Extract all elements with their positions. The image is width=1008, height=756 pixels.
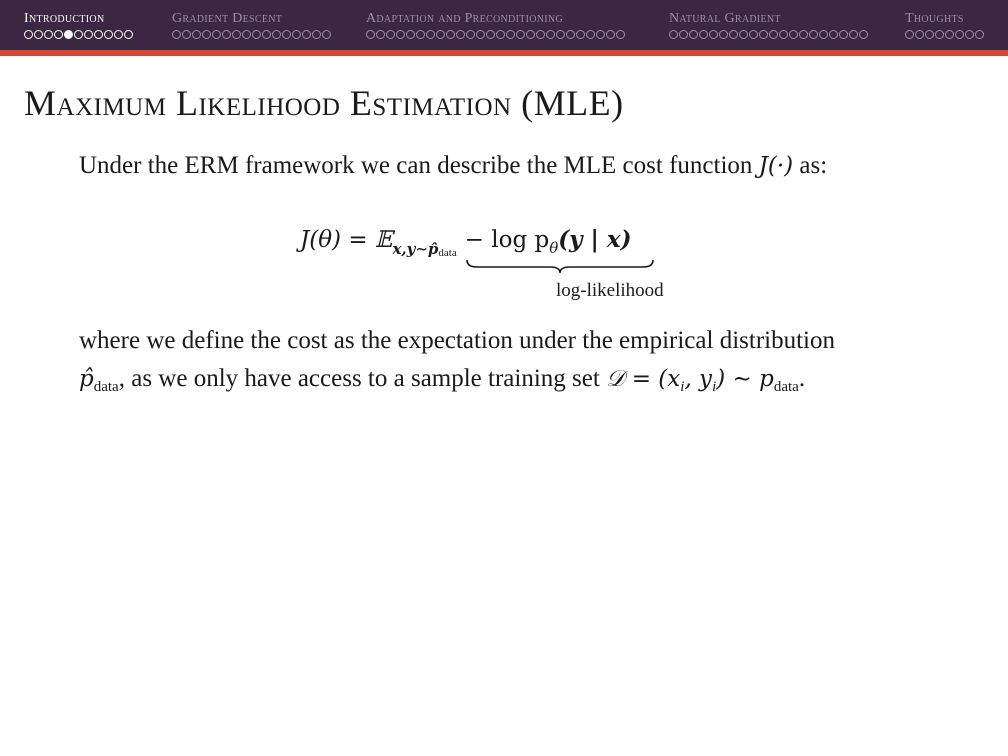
dataset-math-close: ) ∼ p <box>716 366 774 392</box>
slide-dot-icon[interactable] <box>596 30 605 39</box>
nav-section-dots <box>24 30 133 42</box>
slide-dot-icon[interactable] <box>456 30 465 39</box>
p-hat-sub: data <box>93 379 119 395</box>
equation-term-sub: θ <box>549 239 559 257</box>
slide-dot-icon[interactable] <box>789 30 798 39</box>
slide-dot-icon[interactable] <box>699 30 708 39</box>
accent-line <box>0 50 1008 56</box>
nav-section-3[interactable] <box>366 10 625 42</box>
slide-dot-icon[interactable] <box>819 30 828 39</box>
nav-section-label[interactable]: Introduction <box>24 11 105 26</box>
slide-dot-icon[interactable] <box>172 30 181 39</box>
slide-dot-icon[interactable] <box>536 30 545 39</box>
nav-section-dots <box>905 30 984 42</box>
equation-term: − log p <box>464 227 550 253</box>
slide-dot-icon[interactable] <box>516 30 525 39</box>
slide-dot-icon[interactable] <box>292 30 301 39</box>
intro-suffix: as: <box>799 152 828 179</box>
slide-dot-icon[interactable] <box>84 30 93 39</box>
slide-dot-icon[interactable] <box>94 30 103 39</box>
slide-dot-icon[interactable] <box>809 30 818 39</box>
slide-dot-icon[interactable] <box>739 30 748 39</box>
slide-dot-icon[interactable] <box>104 30 113 39</box>
slide-dot-icon[interactable] <box>496 30 505 39</box>
slide-dot-icon[interactable] <box>486 30 495 39</box>
nav-section-label[interactable]: Thoughts <box>905 11 964 26</box>
slide-dot-icon[interactable] <box>192 30 201 39</box>
slide-dot-icon[interactable] <box>322 30 331 39</box>
slide-dot-icon[interactable] <box>526 30 535 39</box>
slide-title: Maximum Likelihood Estimation (MLE) <box>24 83 624 123</box>
slide-dot-icon[interactable] <box>386 30 395 39</box>
nav-section-1[interactable] <box>24 10 133 42</box>
slide-dot-icon[interactable] <box>114 30 123 39</box>
slide-dot-icon[interactable] <box>476 30 485 39</box>
definition-line-1: where we define the cost as the expectation under the empirical distribution <box>79 327 835 354</box>
slide-dot-icon[interactable] <box>406 30 415 39</box>
slide-dot-icon[interactable] <box>749 30 758 39</box>
slide-dot-icon[interactable] <box>689 30 698 39</box>
slide-dot-icon[interactable] <box>729 30 738 39</box>
slide-dot-icon[interactable] <box>416 30 425 39</box>
nav-section-dots <box>669 30 868 42</box>
nav-section-2[interactable] <box>172 10 331 42</box>
mle-equation <box>300 224 631 259</box>
nav-section-label[interactable]: Natural Gradient <box>669 11 781 26</box>
slide-dot-icon[interactable] <box>202 30 211 39</box>
slide-dot-icon[interactable] <box>945 30 954 39</box>
slide-dot-icon[interactable] <box>302 30 311 39</box>
slide-dot-icon[interactable] <box>566 30 575 39</box>
equation-lhs-sub: x,y∼p̂ <box>392 240 439 258</box>
slide-dot-icon[interactable] <box>262 30 271 39</box>
slide-dot-icon[interactable] <box>282 30 291 39</box>
slide-dot-icon[interactable] <box>34 30 43 39</box>
slide-dot-icon[interactable] <box>252 30 261 39</box>
definition-mid-text: , as we only have access to a sample training set <box>118 365 600 392</box>
slide-dot-icon[interactable] <box>719 30 728 39</box>
slide-dot-icon[interactable] <box>446 30 455 39</box>
slide-dot-icon[interactable] <box>935 30 944 39</box>
slide-dot-icon[interactable] <box>366 30 375 39</box>
slide-dot-icon[interactable] <box>74 30 83 39</box>
slide-dot-icon[interactable] <box>799 30 808 39</box>
slide-dot-icon[interactable] <box>759 30 768 39</box>
dataset-sub-data: data <box>773 379 799 395</box>
slide-dot-icon[interactable] <box>556 30 565 39</box>
slide-dot-icon[interactable] <box>709 30 718 39</box>
slide-dot-icon[interactable] <box>182 30 191 39</box>
slide-dot-icon[interactable] <box>616 30 625 39</box>
slide-dot-icon[interactable] <box>915 30 924 39</box>
nav-section-label[interactable]: Gradient Descent <box>172 11 283 26</box>
nav-section-dots <box>172 30 331 42</box>
dataset-math-y: , y <box>684 366 713 392</box>
slide-dot-icon[interactable] <box>396 30 405 39</box>
slide-dot-icon[interactable] <box>679 30 688 39</box>
nav-section-dots <box>366 30 625 42</box>
slide-dot-icon[interactable] <box>849 30 858 39</box>
slide-dot-icon[interactable] <box>312 30 321 39</box>
dataset-sub-i2: i <box>712 379 717 395</box>
slide-dot-icon[interactable] <box>222 30 231 39</box>
slide-dot-icon[interactable] <box>965 30 974 39</box>
slide-dot-icon[interactable] <box>124 30 133 39</box>
intro-math: J(·) <box>758 153 794 179</box>
slide-dot-icon[interactable] <box>925 30 934 39</box>
slide-dot-icon[interactable] <box>955 30 964 39</box>
definition-end: . <box>798 365 806 392</box>
slide-dot-icon[interactable] <box>272 30 281 39</box>
slide-dot-icon[interactable] <box>232 30 241 39</box>
slide-dot-icon[interactable] <box>779 30 788 39</box>
slide-dot-icon[interactable] <box>436 30 445 39</box>
slide-dot-icon[interactable] <box>242 30 251 39</box>
slide-dot-icon[interactable] <box>586 30 595 39</box>
intro-paragraph <box>79 147 959 185</box>
equation-lhs-sub2: data <box>438 247 457 259</box>
slide-dot-icon[interactable] <box>376 30 385 39</box>
intro-text: Under the ERM framework we can describe the MLE cost function <box>79 152 753 179</box>
underbrace-icon <box>465 258 655 274</box>
dataset-math: 𝒟 = (x <box>606 366 681 392</box>
slide-dot-icon[interactable] <box>466 30 475 39</box>
dataset-sub-i: i <box>680 379 685 395</box>
slide-dot-icon[interactable] <box>44 30 53 39</box>
p-hat-math: p̂ <box>79 366 94 392</box>
slide-dot-icon[interactable] <box>606 30 615 39</box>
definition-paragraph <box>79 322 959 406</box>
slide-dot-icon[interactable] <box>905 30 914 39</box>
slide-dot-icon[interactable] <box>769 30 778 39</box>
slide-dot-icon[interactable] <box>64 30 73 39</box>
slide-dot-icon[interactable] <box>54 30 63 39</box>
slide-dot-icon[interactable] <box>975 30 984 39</box>
nav-section-label[interactable]: Adaptation and Preconditioning <box>366 11 563 26</box>
slide-dot-icon[interactable] <box>24 30 33 39</box>
nav-section-4[interactable] <box>669 10 868 42</box>
slide-dot-icon[interactable] <box>546 30 555 39</box>
equation-term-args: (y | x) <box>558 226 632 253</box>
nav-section-5[interactable] <box>905 10 984 42</box>
slide-dot-icon[interactable] <box>506 30 515 39</box>
underbrace-label: log-likelihood <box>556 280 664 301</box>
underbrace-term <box>465 224 632 257</box>
slide-dot-icon[interactable] <box>829 30 838 39</box>
slide-dot-icon[interactable] <box>212 30 221 39</box>
definition-line-2 <box>79 360 959 406</box>
slide-dot-icon[interactable] <box>669 30 678 39</box>
equation-lhs: J(θ) = 𝔼 <box>300 227 393 253</box>
slide-dot-icon[interactable] <box>576 30 585 39</box>
slide-dot-icon[interactable] <box>859 30 868 39</box>
slide-dot-icon[interactable] <box>839 30 848 39</box>
slide-dot-icon[interactable] <box>426 30 435 39</box>
